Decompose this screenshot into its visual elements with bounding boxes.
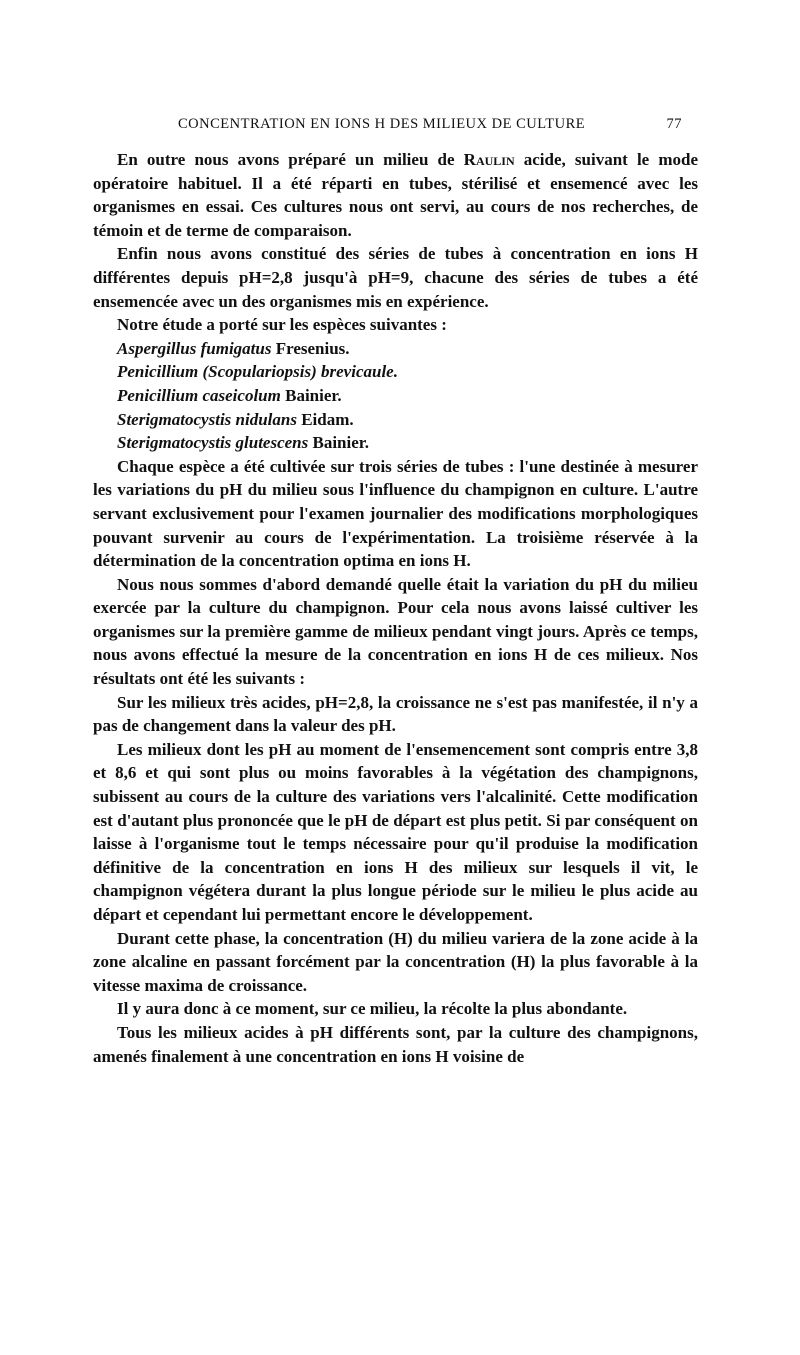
species-item: Penicillium (Scopulariopsis) brevicaule. xyxy=(117,362,398,382)
paragraph-5: Nous nous sommes d'abord demandé quelle était la variation du pH du milieu exercée par la culture du champignon. Pour cela nous avons laissé cultiver les organismes sur la première gamme de milieux pendant vingt jours. Après ce temps, nous avons effectué la mesure de la concentration en ions H de ces milieux. Nos résultats ont été les suivants : xyxy=(93,574,698,689)
author-name: Raulin xyxy=(463,150,515,169)
paragraph-6: Sur les milieux très acides, pH=2,8, la croissance ne s'est pas manifestée, il n'y a pas de changement dans la valeur des pH. xyxy=(93,692,698,736)
species-item: Sterigmatocystis nidulans Eidam. xyxy=(117,409,354,429)
paragraph-1: En outre nous avons préparé un milieu de Raulin acide, suivant le mode opératoire habituel. Il a été réparti en tubes, stérilisé et ensemencé avec les organismes en essai. Ces cultures nous ont servi, au cours de nos recherches, de témoin et de terme de comparaison. xyxy=(93,150,699,240)
page-body xyxy=(93,148,698,1068)
running-title: CONCENTRATION EN IONS H DES MILIEUX DE CULTURE xyxy=(178,116,586,132)
paragraph-4: Chaque espèce a été cultivée sur trois séries de tubes : l'une destinée à mesurer les variations du pH du milieu sous l'influence du champignon en culture. L'autre servant exclusivement pour l'examen journalier des modifications morphologiques pouvant survenir au cours de l'expérimentation. La troisième réservée à la détermination de la concentration optima en ions H. xyxy=(93,456,698,571)
species-item: Aspergillus fumigatus Fresenius. xyxy=(117,338,350,358)
paragraph-8: Durant cette phase, la concentration (H) du milieu variera de la zone acide à la zone alcaline en passant forcément par la concentration (H) la plus favorable à la vitesse maxima de croissance. xyxy=(93,928,698,995)
paragraph-7: Les milieux dont les pH au moment de l'ensemencement sont compris entre 3,8 et 8,6 et qui sont plus ou moins favorables à la végétation des champignons, subissent au cours de la culture des variations vers l'alcalinité. Cette modification est d'autant plus prononcée que le pH de départ est plus petit. Si par conséquent on laisse à l'organisme tout le temps nécessaire pour qu'il produise la modification définitive de la concentration en ions H des milieux sur lesquels il vit, le champignon végétera durant la plus longue période sur le milieu le plus acide au départ et cependant lui permettant encore le développement. xyxy=(93,739,698,924)
paragraph-10: Tous les milieux acides à pH différents sont, par la culture des champignons, amenés finalement à une concentration en ions H voisine de xyxy=(93,1022,698,1066)
paragraph-9: Il y aura donc à ce moment, sur ce milieu, la récolte la plus abondante. xyxy=(117,999,628,1019)
page-number: 77 xyxy=(666,116,682,132)
species-item: Sterigmatocystis glutescens Bainier. xyxy=(117,433,370,453)
paragraph-3: Notre étude a porté sur les espèces suivantes : xyxy=(117,315,447,335)
species-list xyxy=(93,337,698,455)
running-header xyxy=(178,116,682,133)
species-item: Penicillium caseicolum Bainier. xyxy=(117,385,342,405)
paragraph-2: Enfin nous avons constitué des séries de tubes à concentration en ions H différentes depuis pH=2,8 jusqu'à pH=9, chacune des séries de tubes a été ensemencée avec un des organismes mis en expérience. xyxy=(93,244,698,311)
